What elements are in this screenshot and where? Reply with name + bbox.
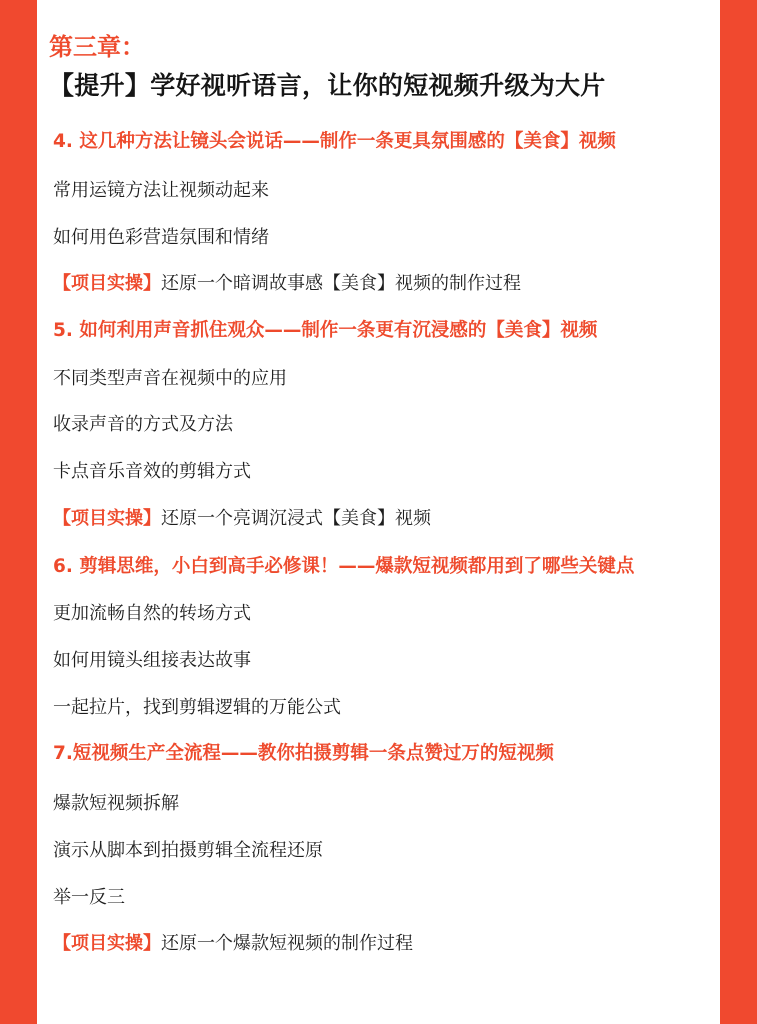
project-item bbox=[53, 935, 413, 953]
list-item: 如何用色彩营造氛围和情绪 bbox=[53, 227, 269, 248]
list-item: 演示从脚本到拍摄剪辑全流程还原 bbox=[53, 840, 323, 861]
list-item: 爆款短视频拆解 bbox=[53, 793, 179, 814]
chapter-headline: 【提升】学好视听语言，让你的短视频升级为大片 bbox=[49, 71, 606, 100]
section-title: 5. 如何利用声音抓住观众——制作一条更有沉浸感的【美食】视频 bbox=[53, 320, 598, 341]
project-tag: 【项目实操】 bbox=[53, 933, 161, 954]
list-item: 更加流畅自然的转场方式 bbox=[53, 603, 251, 624]
document-page bbox=[37, 0, 720, 1024]
list-item: 如何用镜头组接表达故事 bbox=[53, 650, 251, 671]
list-item: 不同类型声音在视频中的应用 bbox=[53, 368, 287, 389]
project-text: 还原一个暗调故事感【美食】视频的制作过程 bbox=[161, 273, 521, 294]
list-item: 举一反三 bbox=[53, 887, 125, 908]
project-text: 还原一个爆款短视频的制作过程 bbox=[161, 933, 413, 954]
project-item bbox=[53, 510, 431, 528]
list-item: 常用运镜方法让视频动起来 bbox=[53, 180, 269, 201]
list-item: 卡点音乐音效的剪辑方式 bbox=[53, 461, 251, 482]
project-item bbox=[53, 275, 521, 293]
project-text: 还原一个亮调沉浸式【美食】视频 bbox=[161, 508, 431, 529]
section-title: 6. 剪辑思维，小白到高手必修课！——爆款短视频都用到了哪些关键点 bbox=[53, 556, 635, 577]
section-title: 4. 这几种方法让镜头会说话——制作一条更具氛围感的【美食】视频 bbox=[53, 131, 616, 152]
project-tag: 【项目实操】 bbox=[53, 273, 161, 294]
list-item: 收录声音的方式及方法 bbox=[53, 414, 233, 435]
chapter-title: 第三章： bbox=[49, 33, 145, 61]
section-title: 7.短视频生产全流程——教你拍摄剪辑一条点赞过万的短视频 bbox=[53, 743, 554, 764]
project-tag: 【项目实操】 bbox=[53, 508, 161, 529]
list-item: 一起拉片，找到剪辑逻辑的万能公式 bbox=[53, 697, 341, 718]
